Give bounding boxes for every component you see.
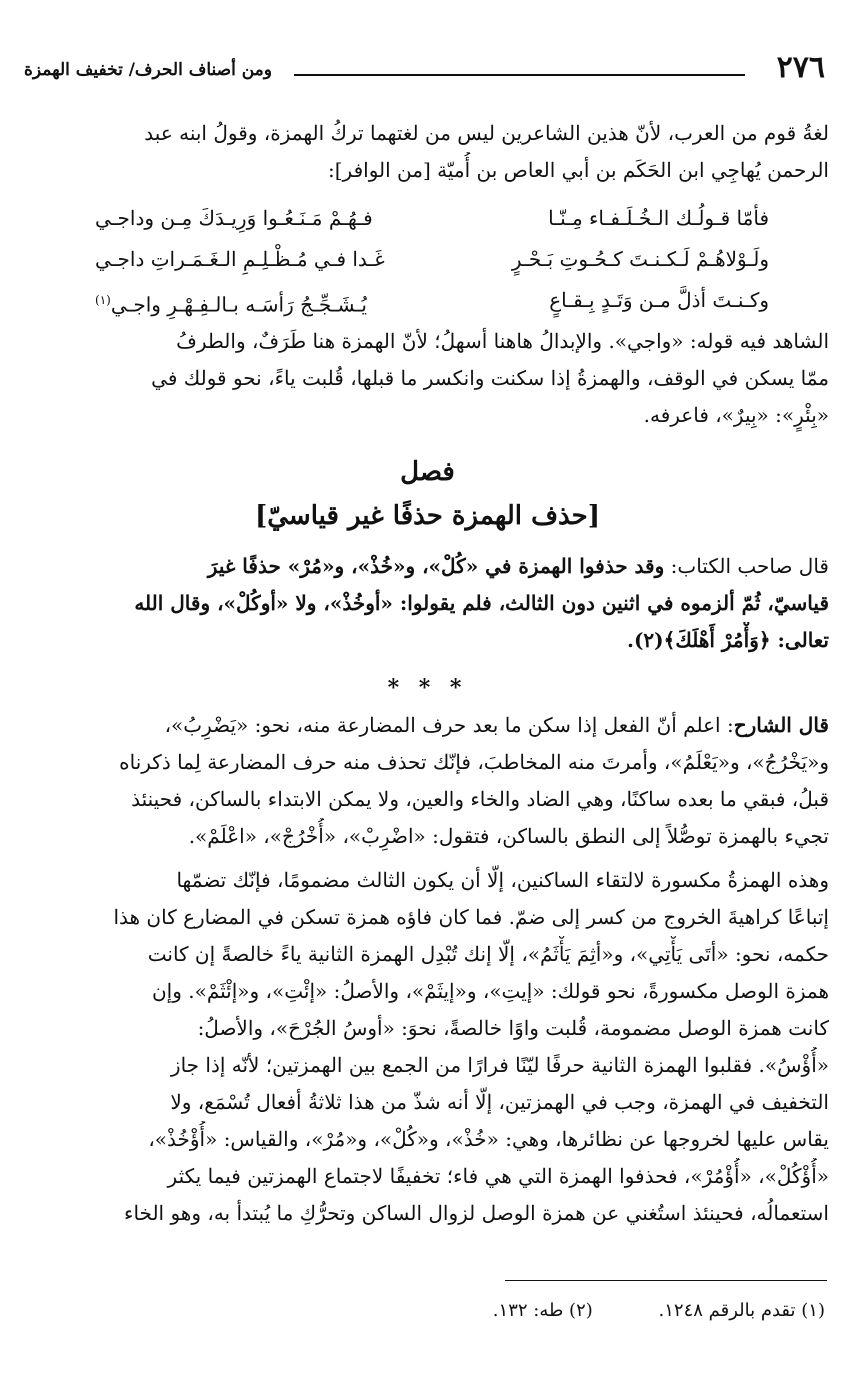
section-label: فصل xyxy=(400,457,455,487)
verse-first-hemistich: وكـنـتَ أذلَّ مـن وَتَـدٍ بِـقـاعٍ xyxy=(549,288,769,312)
footnote-ref: (١) xyxy=(95,293,111,307)
text-line: قبلُ، فبقي ما بعده ساكنًا، وهي الضاد والخاء والعين، ولا يمكن الابتداء بالساكن، فحينئذ xyxy=(131,787,829,811)
verse-second-hemistich xyxy=(95,280,367,326)
sharh-label: قال الشارح xyxy=(733,713,829,737)
text-line: «أُؤْسُ». فقلبوا الهمزة الثانية حرفًا ليّنًا فرارًا من الجمع بين الهمزتين؛ لأنّه إذا جاز xyxy=(170,1053,829,1077)
text-line: «بِئْرٍ»: «بِيرٌ»، فاعرفه. xyxy=(643,403,829,427)
footnote-2: (٢) طه: ١٣٢. xyxy=(492,1300,593,1321)
matn-intro: قال صاحب الكتاب: xyxy=(664,554,829,578)
body-paragraph xyxy=(26,862,829,1232)
text-line: الرحمن يُهاجِي ابن الحَكَم بن أبي العاص بن أُميّة [من الوافر]: xyxy=(328,158,829,182)
verse-first-hemistich: فأمّا قـولُـك الـخُـلَـفـاء مِـنّـا xyxy=(548,206,769,230)
matn-text: قياسيّ، ثُمّ ألزموه في اثنين دون الثالث، فلم يقولوا: «أوخُذْ»، ولا «أوكُلْ»، وقال الله xyxy=(134,591,829,615)
text-line: همزة الوصل مكسورةً، نحو قولك: «إيتِ»، و«إيثَمْ»، والأصلُ: «إئْتِ»، و«إئْثَمْ». وإن xyxy=(151,979,829,1003)
verse-first-hemistich: ولَـوْلاهُـمْ لَـكـنـتَ كـحُـوتِ بَـحْـرٍ xyxy=(511,247,769,271)
text-line: الشاهد فيه قوله: «واجي». والإبدالُ هاهنا أسهلُ؛ لأنّ الهمزة هنا طَرَفٌ، والطرفُ xyxy=(176,329,829,353)
poem xyxy=(95,198,769,321)
page-number: ٢٧٦ xyxy=(776,50,825,85)
text-line xyxy=(26,707,829,744)
commentary-paragraph xyxy=(26,323,829,434)
text-line: ممّا يسكن في الوقف، والهمزةُ إذا سكنت وانكسر ما قبلها، قُلبت ياءً، نحو قولك في xyxy=(151,366,829,390)
text-line: لغةُ قوم من العرب، لأنّ هذين الشاعرين ليس من لغتهما تركُ الهمزة، وقولُ ابنه عبد xyxy=(144,121,829,145)
running-title: ومن أصناف الحرف/ تخفيف الهمزة xyxy=(24,60,272,80)
intro-paragraph xyxy=(26,115,829,189)
verse-text: يُـشَـجِّـجُ رَأسَـه بـالـفِـهْـرِ واجـي xyxy=(110,292,367,317)
text-line: يقاس عليها لخروجها عن نظائرها، وهي: «خُذْ»، و«كُلْ»، و«مُرْ»، والقياس: «أُؤْخُذْ»، xyxy=(148,1127,829,1151)
text-line: إتباعًا كراهيةَ الخروج من كسر إلى ضمّ. فما كان فاؤه همزة تسكن في المضارع كان هذا xyxy=(113,905,829,929)
matn-text: تعالى: ﴿وَأْمُرْ أَهْلَكَ﴾(٢). xyxy=(626,628,829,652)
poem-verse xyxy=(95,239,769,280)
sharh-text: : اعلم أنّ الفعل إذا سكن ما بعد حرف المضارعة منه، نحو: «يَضْرِبُ»، xyxy=(164,713,734,737)
text-line: تجيء بالهمزة توصُّلاً إلى النطق بالساكن، فتقول: «اضْرِبْ»، «أُخْرُجْ»، «اعْلَمْ». xyxy=(188,824,829,848)
text-line: «أُؤْكُلْ»، «أُؤْمُرْ»، فحذفوا الهمزة التي هي فاء؛ تخفيفًا لاجتماع الهمزتين فيما يكثر xyxy=(167,1164,829,1188)
header-rule xyxy=(294,74,745,76)
section-separator: * * * xyxy=(387,675,468,701)
text-line: حكمه، نحو: «أتَى يَأْتِي»، و«أثِمَ يَأْثَمُ»، إلّا إنك تُبْدِل الهمزة الثانية ياءً خالصةً إن كانت xyxy=(147,942,829,966)
text-line: و«يَخْرُجُ»، و«يَعْلَمُ»، وأمرتَ منه المخاطبَ، فإنّك تحذف منه حرف المضارعة لِما ذكرناه xyxy=(119,750,829,774)
page-header xyxy=(24,48,825,88)
text-line: التخفيف في الهمزة، وجب في الهمزتين، إلّا أنه شذّ من هذا ثلاثةُ أفعال تُسْمَع، ولا xyxy=(170,1090,829,1114)
footnotes xyxy=(433,1300,825,1321)
poem-verse xyxy=(95,198,769,239)
poem-verse xyxy=(95,280,769,321)
footnote-rule xyxy=(505,1280,827,1281)
verse-second-hemistich: فـهُـمْ مَـنَـعُـوا وَرِيـدَكَ مِـن وداجـي xyxy=(95,206,373,230)
text-line: وهذه الهمزةُ مكسورة لالتقاء الساكنين، إلّا أن يكون الثالث مضمومًا، فإنّك تضمّها xyxy=(176,868,829,892)
matn-text: وقد حذفوا الهمزة في «كُلْ»، و«خُذْ»، و«مُرْ» حذفًا غيرَ xyxy=(207,554,665,578)
text-line: كانت همزة الوصل مضمومة، قُلبت واوًا خالصةً، نحوَ: «أوسُ الجُرْحَ»، والأصلُ: xyxy=(197,1016,829,1040)
footnote-1: (١) تقدم بالرقم ١٢٤٨. xyxy=(658,1300,825,1321)
matn-paragraph xyxy=(26,548,829,659)
section-title: [حذف الهمزة حذفًا غير قياسيّ] xyxy=(254,501,601,531)
sharh-paragraph xyxy=(26,707,829,855)
text-line xyxy=(26,548,829,585)
verse-second-hemistich: غَـدا فـي مُـظْـلِـمِ الـغَـمَـراتِ داجـي xyxy=(95,247,385,271)
text-line: استعمالُه، فحينئذ استُغني عن همزة الوصل لزوال الساكن وتحرُّكِ ما يُبتدأ به، وهو الخاء xyxy=(124,1201,829,1225)
